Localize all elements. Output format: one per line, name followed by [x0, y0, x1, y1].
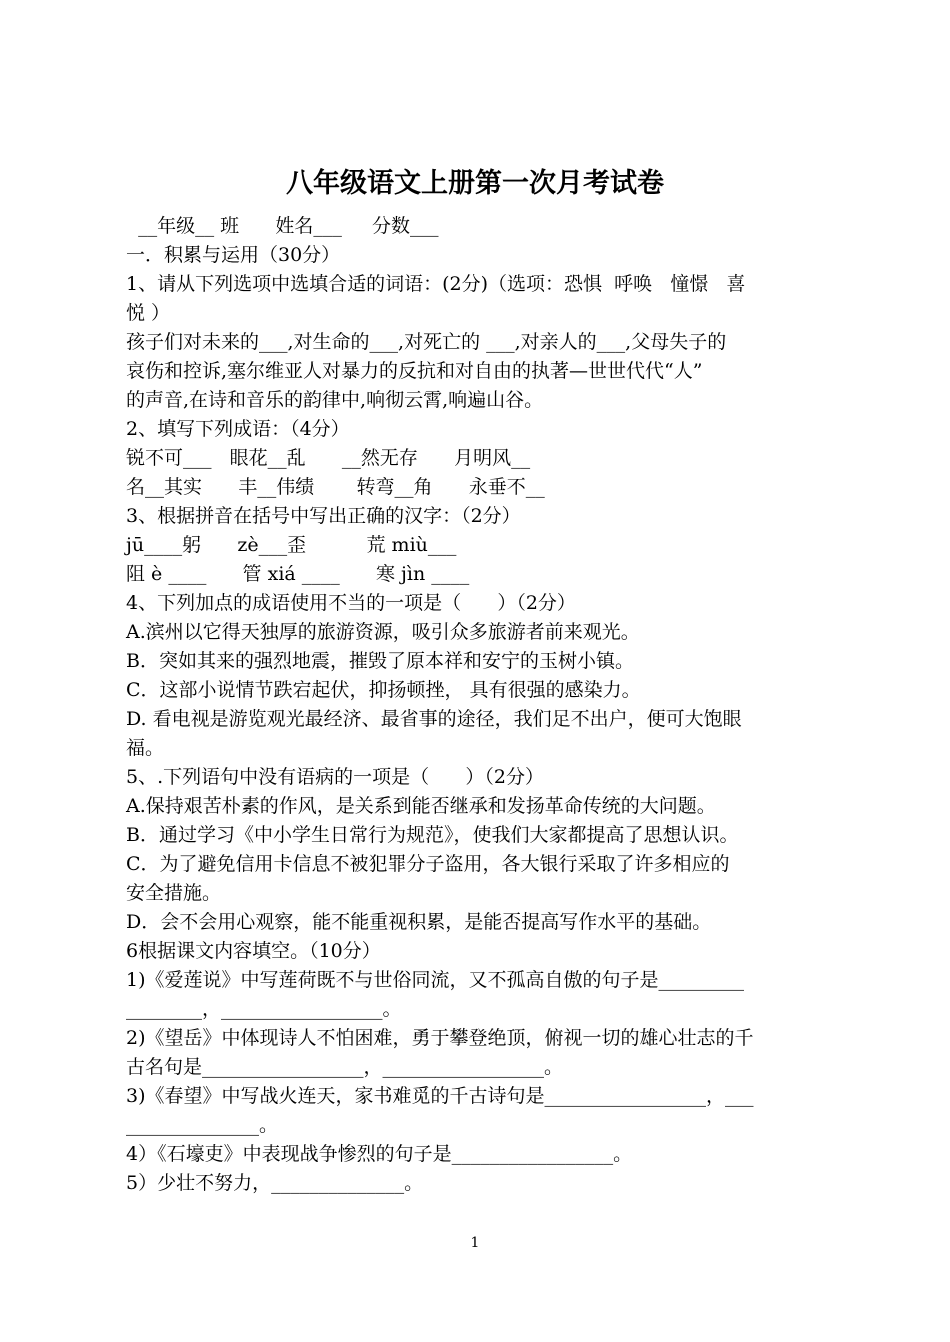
question-2-row: 锐不可___ 眼花__乱 __然无存 月明风__	[126, 447, 531, 469]
question-5: 5、.下列语句中没有语病的一项是（ ）（2分）	[126, 766, 544, 788]
question-1: 1、请从下列选项中选填合适的词语：(2分)（选项：恐惧 呼唤 憧憬 喜	[126, 273, 746, 295]
question-3-row: jū____躬 zè___歪 荒 miù___	[126, 534, 457, 556]
question-6-item-2-cont: 古名句是_________________，_________________。	[126, 1056, 564, 1078]
question-6-item-3: 3)《春望》中写战火连天，家书难觅的千古诗句是_________________，___	[126, 1085, 754, 1107]
page-number: 1	[470, 1235, 480, 1251]
question-6-item-2: 2)《望岳》中体现诗人不怕困难，勇于攀登绝顶，俯视一切的雄心壮志的千	[126, 1027, 754, 1049]
question-6-item-3-cont: ______________。	[126, 1114, 279, 1136]
question-5-option-b: B．通过学习《中小学生日常行为规范》，使我们大家都提高了思想认识。	[126, 824, 739, 846]
question-5-option-c-cont: 安全措施。	[126, 882, 222, 904]
question-4-option-d-cont: 福。	[126, 737, 165, 759]
question-1-text: 孩子们对未来的___,对生命的___,对死亡的 ___,对亲人的___,父母失子的	[126, 331, 727, 353]
question-2-row: 名__其实 丰__伟绩 转弯__角 永垂不__	[126, 476, 545, 498]
question-4-option-b: B．突如其来的强烈地震，摧毁了原本祥和安宁的玉树小镇。	[126, 650, 634, 672]
question-4: 4、下列加点的成语使用不当的一项是（ ）（2分）	[126, 592, 576, 614]
question-6-item-1-cont: ________，_________________。	[126, 998, 402, 1020]
question-6: 6根据课文内容填空。（10分）	[126, 940, 381, 962]
question-3: 3、根据拼音在括号中写出正确的汉字：（2分）	[126, 505, 521, 527]
question-6-item-5: 5）少壮不努力，______________。	[126, 1172, 424, 1194]
question-5-option-c: C．为了避免信用卡信息不被犯罪分子盗用，各大银行采取了许多相应的	[126, 853, 730, 875]
question-3-row: 阻 è ____ 管 xiá ____ 寒 jìn ____	[126, 563, 470, 585]
question-6-item-4: 4）《石壕吏》中表现战争惨烈的句子是_________________。	[126, 1143, 633, 1165]
question-4-option-d: D. 看电视是游览观光最经济、最省事的途径，我们足不出户，便可大饱眼	[126, 708, 742, 730]
question-5-option-d: D．会不会用心观察，能不能重视积累，是能否提高写作水平的基础。	[126, 911, 712, 933]
question-1-cont: 悦 ）	[126, 302, 171, 324]
student-info-line: __年级__ 班 姓名___ 分数___	[126, 215, 439, 237]
question-1-text: 的声音,在诗和音乐的韵律中,响彻云霄,响遍山谷。	[126, 389, 544, 411]
question-2: 2、填写下列成语：（4分）	[126, 418, 350, 440]
question-6-item-1: 1)《爱莲说》中写莲荷既不与世俗同流，又不孤高自傲的句子是_________	[126, 969, 745, 991]
section-heading: 一．积累与运用（30分）	[126, 244, 341, 266]
question-1-text: 哀伤和控诉,塞尔维亚人对暴力的反抗和对自由的执著—世世代代“人”	[126, 360, 703, 382]
question-4-option-a: A.滨州以它得天独厚的旅游资源，吸引众多旅游者前来观光。	[126, 621, 640, 643]
question-5-option-a: A.保持艰苦朴素的作风，是关系到能否继承和发扬革命传统的大问题。	[126, 795, 716, 817]
page-title: 八年级语文上册第一次月考试卷	[286, 168, 664, 199]
question-4-option-c: C．这部小说情节跌宕起伏，抑扬顿挫， 具有很强的感染力。	[126, 679, 641, 701]
